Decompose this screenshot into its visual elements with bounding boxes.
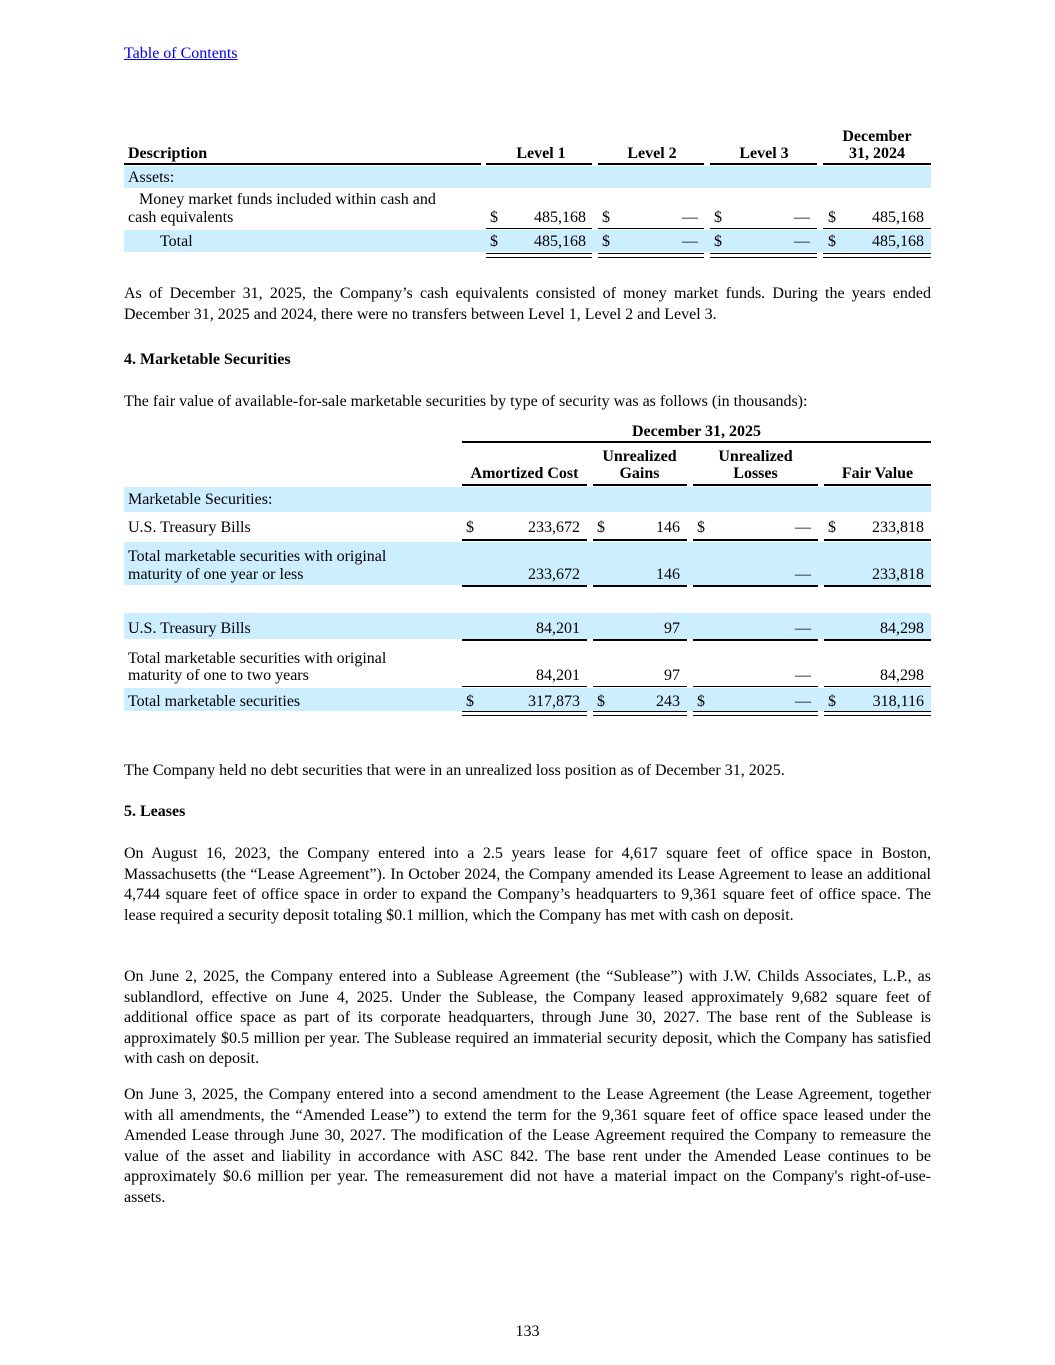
cell-level3: — [794,233,810,250]
header-rule [598,163,704,165]
currency-symbol: $ [602,209,610,226]
header-fair-value: Fair Value [841,465,914,482]
cell-amortized: 233,672 [528,566,580,583]
row-rule [462,686,587,687]
heading-marketable-securities: 4. Marketable Securities [124,351,291,368]
period-header: December 31, 2025 [632,423,761,440]
paragraph-amended-lease: On June 3, 2025, the Company entered into a second amendment to the Lease Agreement (the Lease Agreement, together with all amendments, the “Amended Lease”) to extend the term for the 9,361 square feet of office space leased under the Amended Lease through June 30, 2027. The modification of the Lease Agreement required the Company to remeasure the value of the asset and liability in accordance with ASC 842. The base rent under the Amended Lease continues to be approximately $0.6 million per year. The remeasurement did not have a material impact on the Company's right-of-use-assets. [124,1086,931,1206]
currency-symbol: $ [466,519,474,536]
row-rule [486,228,592,229]
cell-losses: — [795,693,811,710]
currency-symbol: $ [828,693,836,710]
cell-fair: 318,116 [872,693,924,710]
row-rule [593,639,687,641]
cell-gains: 97 [664,620,680,637]
cell-total: 485,168 [872,209,924,226]
currency-symbol: $ [597,519,605,536]
header-rule [593,484,687,486]
header-rule [823,163,931,165]
currency-symbol: $ [714,233,722,250]
row-rule [462,639,587,641]
section-band [124,166,931,188]
row-rule [693,539,818,541]
double-rule [593,711,687,716]
row-rule [693,585,818,587]
header-total-line1: December [842,128,912,145]
row-rule [824,639,931,641]
header-total-line2: 31, 2024 [849,145,905,162]
row-rule [462,539,587,541]
cell-losses: — [795,566,811,583]
row-rule [824,686,931,687]
cell-gains: 243 [656,693,680,710]
row-rule [824,539,931,541]
row-rule [693,686,818,687]
cell-amortized: 233,672 [528,519,580,536]
currency-symbol: $ [828,233,836,250]
cell-fair: 84,298 [880,667,924,684]
row-label: maturity of one to two years [128,667,309,684]
cell-level3: — [794,209,810,226]
currency-symbol: $ [714,209,722,226]
row-label: U.S. Treasury Bills [128,519,251,536]
double-rule [693,711,818,716]
total-label: Total [160,233,193,250]
row-rule [823,228,931,229]
row-rule [824,585,931,587]
currency-symbol: $ [828,519,836,536]
row-label: maturity of one year or less [128,566,304,583]
currency-symbol: $ [597,693,605,710]
row-rule [593,686,687,687]
double-rule [486,253,592,258]
row-rule [598,228,704,229]
row-label: Money market funds included within cash and [139,191,436,208]
cell-gains: 97 [664,667,680,684]
cell-amortized: 84,201 [536,620,580,637]
double-rule [598,253,704,258]
header-rule [710,163,817,165]
header-level1: Level 1 [516,145,566,162]
row-rule [462,585,587,587]
header-description: Description [128,145,208,162]
header-rule [486,163,592,165]
double-rule [824,711,931,716]
table-of-contents-link[interactable]: Table of Contents [124,45,238,62]
row-rule [593,585,687,587]
section-label-marketable: Marketable Securities: [128,491,273,508]
cell-level1: 485,168 [534,233,586,250]
double-rule [823,253,931,258]
paragraph-sublease: On June 2, 2025, the Company entered into a Sublease Agreement (the “Sublease”) with J.W. Childs Associates, L.P., as sublandlord, effective on June 4, 2025. Under the Sublease, the Company leased approximately 9,682 square feet of additional office space as part of its corporate headquarters, through June 30, 2027. The base rent of the Sublease is approximately $0.5 million per year. The Sublease required an immaterial security deposit, which the Company has satisfied with cash on deposit. [124,968,931,1067]
double-rule [710,253,817,258]
header-losses-line1: Unrealized [718,448,793,465]
cell-gains: 146 [656,566,680,583]
row-label: Total marketable securities with original [128,548,387,565]
header-level3: Level 3 [739,145,789,162]
row-label: Total marketable securities [128,693,301,710]
row-rule [593,539,687,541]
cell-losses: — [795,519,811,536]
header-amortized-cost: Amortized Cost [470,465,579,482]
cell-gains: 146 [656,519,680,536]
row-label: U.S. Treasury Bills [128,620,251,637]
header-rule [462,484,587,486]
row-label: Total marketable securities with original [128,650,387,667]
period-rule [462,441,931,443]
double-rule [462,711,587,716]
currency-symbol: $ [490,233,498,250]
paragraph-lease-agreement: On August 16, 2023, the Company entered into a 2.5 years lease for 4,617 square feet of office space in Boston, Massachusetts (the “Lease Agreement”). In October 2024, the Company amended its Lease Agreement to lease an additional 4,744 square feet of office space in order to expand the Company’s headquarters to 9,361 square feet of office space. The lease required a security deposit totaling $0.1 million, which the Company has met with cash on deposit. [124,845,931,924]
cell-fair: 233,818 [872,519,924,536]
header-gains-line2: Gains [619,465,660,482]
paragraph-no-debt-securities: The Company held no debt securities that were in an unrealized loss position as of December 31, 2025. [124,762,785,779]
row-rule [693,639,818,641]
header-level2: Level 2 [627,145,677,162]
cell-fair: 233,818 [872,566,924,583]
currency-symbol: $ [828,209,836,226]
paragraph-cash-equivalents: As of December 31, 2025, the Company’s cash equivalents consisted of money market funds. During the years ended December 31, 2025 and 2024, there were no transfers between Level 1, Level 2 and Level 3. [124,285,931,323]
currency-symbol: $ [466,693,474,710]
section-label-assets: Assets: [128,169,175,186]
cell-total: 485,168 [872,233,924,250]
cell-level2: — [682,209,698,226]
currency-symbol: $ [697,693,705,710]
currency-symbol: $ [490,209,498,226]
cell-amortized: 317,873 [528,693,580,710]
header-losses-line2: Losses [733,465,778,482]
currency-symbol: $ [602,233,610,250]
header-rule [124,163,481,165]
cell-losses: — [795,620,811,637]
cell-level1: 485,168 [534,209,586,226]
currency-symbol: $ [697,519,705,536]
cell-level2: — [682,233,698,250]
header-gains-line1: Unrealized [602,448,677,465]
cell-losses: — [795,667,811,684]
page-number: 133 [515,1323,540,1340]
heading-leases: 5. Leases [124,803,186,820]
row-label: cash equivalents [128,209,234,226]
paragraph-securities-intro: The fair value of available-for-sale marketable securities by type of security was as follows (in thousands): [124,393,808,410]
cell-fair: 84,298 [880,620,924,637]
header-rule [693,484,818,486]
header-rule [824,484,931,486]
cell-amortized: 84,201 [536,667,580,684]
row-rule [710,228,817,229]
